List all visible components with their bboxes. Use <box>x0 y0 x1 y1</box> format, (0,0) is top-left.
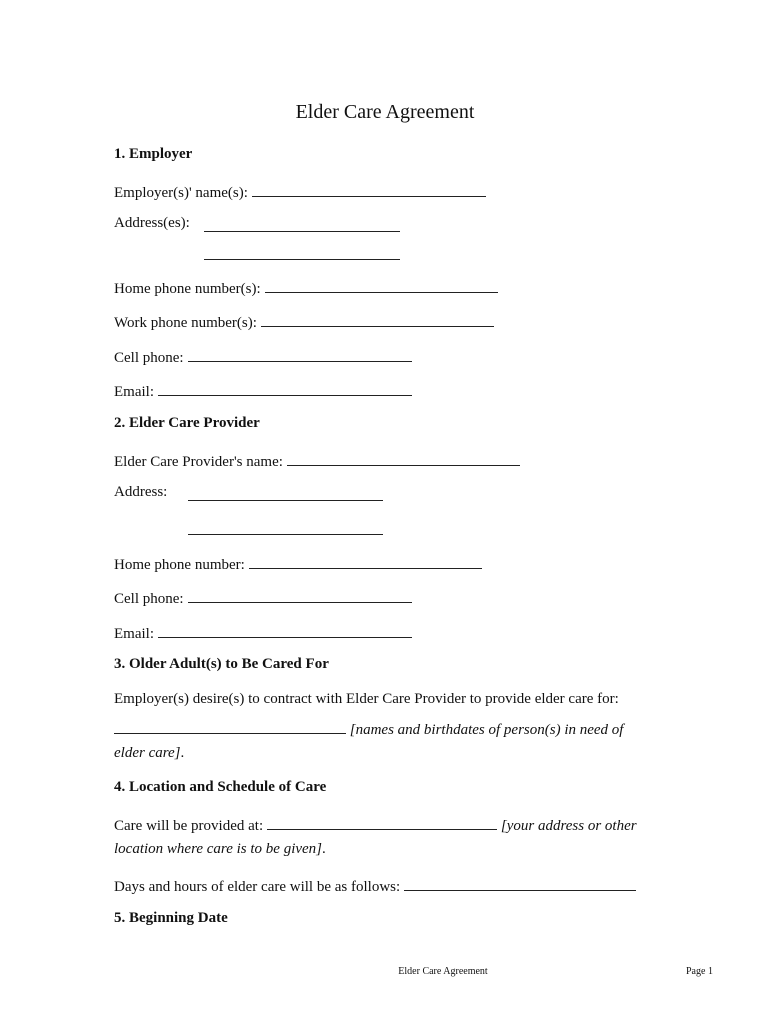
provider-cell-phone-label: Cell phone: <box>114 591 184 607</box>
care-location-period: . <box>322 841 326 857</box>
care-location-hint: [your address or other <box>500 818 637 834</box>
employer-email-field[interactable] <box>158 380 412 396</box>
care-location-hint-cont: location where care is to be given] <box>114 841 323 857</box>
employer-address-label: Address(es): <box>114 215 190 231</box>
care-recipients-hint-cont: elder care] <box>114 745 181 761</box>
care-schedule-label: Days and hours of elder care will be as follows: <box>114 879 401 895</box>
section-3-heading: 3. Older Adult(s) to Be Cared For <box>114 656 329 672</box>
care-location-row <box>114 814 637 835</box>
employer-email-row <box>114 380 412 401</box>
provider-cell-phone-row <box>114 587 412 608</box>
care-recipients-intro: Employer(s) desire(s) to contract with Elder Care Provider to provide elder care for: <box>114 691 619 707</box>
provider-address-field-2[interactable] <box>188 533 383 535</box>
employer-home-phone-row <box>114 277 498 298</box>
employer-names-label: Employer(s)' name(s): <box>114 185 248 201</box>
provider-email-label: Email: <box>114 626 154 642</box>
provider-name-row <box>114 450 520 471</box>
employer-cell-phone-row <box>114 346 412 367</box>
employer-names-row <box>114 181 486 202</box>
footer-page-number: Page 1 <box>686 966 713 977</box>
care-location-hint-cont-row <box>114 841 326 858</box>
employer-home-phone-field[interactable] <box>265 277 498 293</box>
provider-cell-phone-field[interactable] <box>188 587 412 603</box>
provider-address-field-1[interactable] <box>188 499 383 501</box>
employer-work-phone-row <box>114 311 494 332</box>
provider-email-row <box>114 622 412 643</box>
care-recipients-hint-cont-row <box>114 745 184 762</box>
footer-document-name: Elder Care Agreement <box>398 966 488 977</box>
employer-address-field-2[interactable] <box>204 258 400 260</box>
care-recipients-period: . <box>180 745 185 761</box>
employer-cell-phone-label: Cell phone: <box>114 350 184 366</box>
section-4-heading: 4. Location and Schedule of Care <box>114 779 327 795</box>
provider-home-phone-label: Home phone number: <box>114 557 245 573</box>
provider-home-phone-row <box>114 553 482 574</box>
care-location-label: Care will be provided at: <box>114 818 264 834</box>
employer-work-phone-label: Work phone number(s): <box>114 315 257 331</box>
care-recipients-row <box>114 718 623 739</box>
employer-cell-phone-field[interactable] <box>188 346 412 362</box>
employer-address-row <box>114 215 190 232</box>
section-5-heading: 5. Beginning Date <box>114 910 228 926</box>
provider-address-row <box>114 484 167 501</box>
section-2-heading: 2. Elder Care Provider <box>114 415 260 431</box>
provider-home-phone-field[interactable] <box>249 553 482 569</box>
provider-name-field[interactable] <box>287 450 520 466</box>
employer-work-phone-field[interactable] <box>261 311 494 327</box>
section-1-heading: 1. Employer <box>114 146 193 162</box>
care-recipients-hint: [names and birthdates of person(s) in need of <box>349 722 624 738</box>
employer-email-label: Email: <box>114 384 154 400</box>
care-recipients-field[interactable] <box>114 718 346 734</box>
provider-address-label: Address: <box>114 484 168 500</box>
care-location-field[interactable] <box>267 814 497 830</box>
employer-names-field[interactable] <box>252 181 486 197</box>
care-schedule-row <box>114 875 636 896</box>
employer-home-phone-label: Home phone number(s): <box>114 281 261 297</box>
care-schedule-field[interactable] <box>404 875 636 891</box>
document-title: Elder Care Agreement <box>295 101 475 123</box>
employer-address-field-1[interactable] <box>204 230 400 232</box>
provider-email-field[interactable] <box>158 622 412 638</box>
provider-name-label: Elder Care Provider's name: <box>114 454 283 470</box>
